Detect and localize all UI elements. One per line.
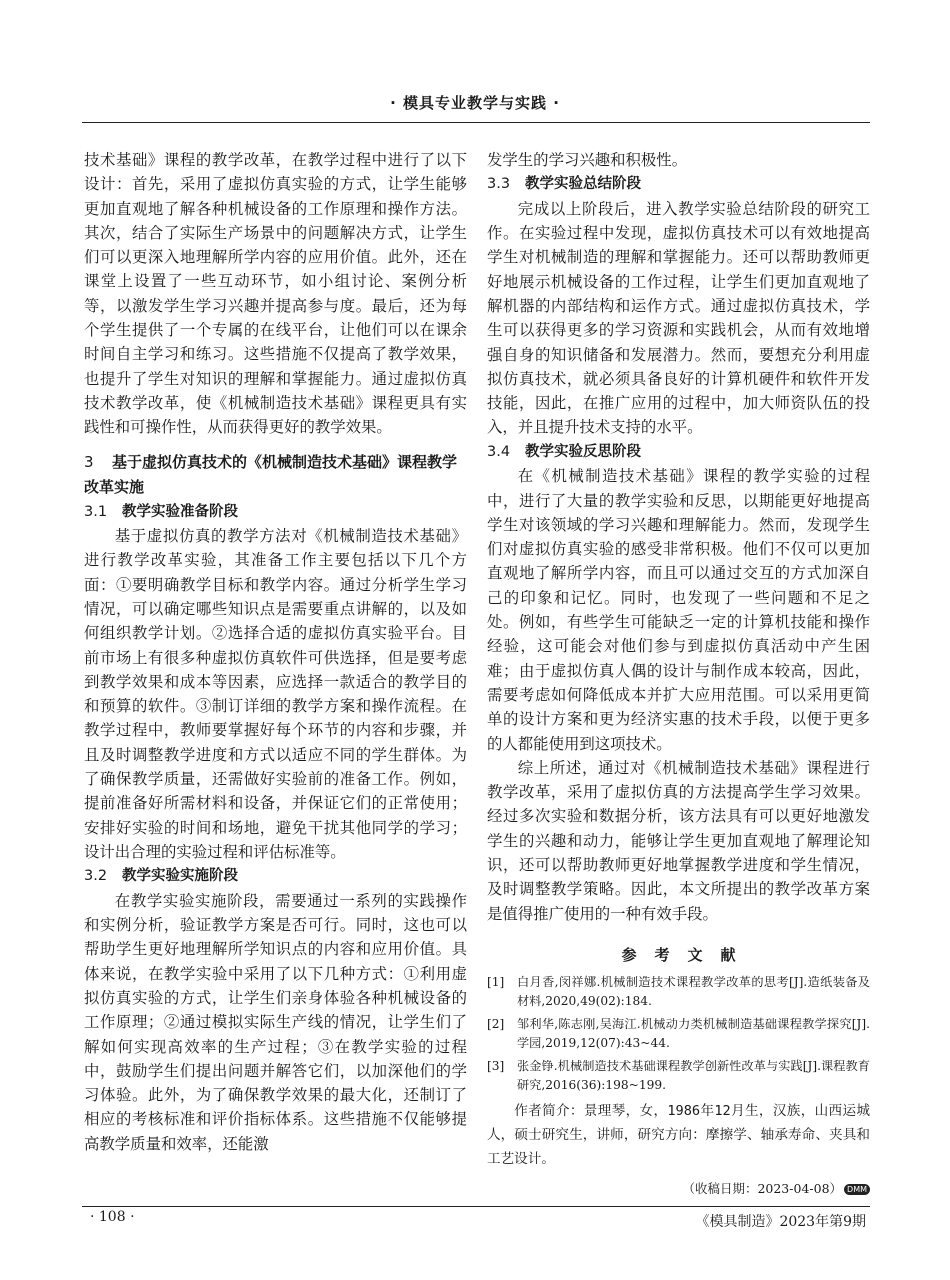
reference-text: 白月香,闵祥娜.机械制造技术课程教学改革的思考[J].造纸装备及材料,2020,49(02):184. (517, 974, 870, 1009)
references-title: 参考文献 (621, 945, 754, 964)
page-number: · 108 · (90, 1209, 135, 1225)
section-3-3-paragraph: 完成以上阶段后，进入教学实验总结阶段的研究工作。在实验过程中发现，虚拟仿真技术可以有效地提高学生对机械制造的理解和掌握能力。还可以帮助教师更好地展示机械设备的工作过程，让学生们更加直观地了解机器的内部结构和运作方式。通过虚拟仿真技术，学生可以获得更多的学习资源和实践机会，从而有效地增强自身的知识储备和发展潜力。然而，要想充分利用虚拟仿真技术，就必须具备良好的计算机硬件和软件开发技能，因此，在推广应用的过程中，加大师资队伍的投入，并且提升技术支持的水平。 (487, 199, 870, 437)
received-date-text: （收稿日期：2023-04-08） (682, 1180, 843, 1196)
section-3-1-title: 教学实验准备阶段 (122, 503, 238, 520)
left-column (84, 148, 467, 1156)
section-3-heading (84, 450, 467, 500)
reference-item (487, 1015, 870, 1054)
header-rule (82, 122, 870, 123)
conclusion-paragraph: 综上所述，通过对《机械制造技术基础》课程进行教学改革，采用了虚拟仿真的方法提高学生学习效果。经过多次实验和数据分析，该方法具有可以更好地激发学生的兴趣和动力，能够让学生更加直观地了解理论知识，还可以帮助教师更好地掌握教学进度和学生情况，及时调整教学策略。因此，本文所提出的教学改革方案是值得推广使用的一种有效手段。 (487, 758, 870, 923)
intro-paragraph: 技术基础》课程的教学改革，在教学过程中进行了以下设计：首先，采用了虚拟仿真实验的方式，让学生能够更加直观地了解各种机械设备的工作原理和操作方法。其次，结合了实际生产场景中的问题解决方式，让学生们可以更深入地理解所学内容的应用价值。此外，还在课堂上设置了一些互动环节，如小组讨论、案例分析等，以激发学生学习兴趣并提高参与度。最后，还为每个学生提供了一个专属的在线平台，让他们可以在课余时间自主学习和练习。这些措施不仅提高了教学效果，也提升了学生对知识的理解和掌握能力。通过虚拟仿真技术教学改革，使《机械制造技术基础》课程更具有实践性和可操作性，从而获得更好的教学效果。 (84, 151, 467, 437)
reference-text: 邹利华,陈志刚,吴海江.机械动力类机械制造基础课程教学探究[J].学园,2019,12(07):43~44. (517, 1016, 870, 1051)
section-3-2-number: 3.2 (84, 868, 108, 885)
section-3-4-number: 3.4 (487, 443, 511, 460)
section-3-4-paragraph: 在《机械制造技术基础》课程的教学实验的过程中，进行了大量的教学实验和反思，以期能更好地提高学生对该领域的学习兴趣和理解能力。然而，发现学生们对虚拟仿真实验的感受非常积极。他们不仅可以更加直观地了解所学内容，而且可以通过交互的方式加深自己的印象和记忆。同时，也发现了一些问题和不足之处。例如，有些学生可能缺乏一定的计算机技能和操作经验，这可能会对他们参与到虚拟仿真活动中产生困难；由于虚拟仿真人偶的设计与制作成本较高，因此，需要考虑如何降低成本并扩大应用范围。可以采用更简单的设计方案和更为经济实惠的技术手段，以便于更多的人都能使用到这项技术。 (487, 467, 870, 753)
right-column (487, 148, 870, 1197)
section-3-3-title: 教学实验总结阶段 (525, 176, 641, 193)
section-3-1-heading (84, 500, 467, 525)
dmm-logo: DMM (844, 1184, 870, 1195)
section-3-3-heading (487, 172, 870, 197)
reference-item (487, 1057, 870, 1096)
reference-text: 张金铮.机械制造技术基础课程教学创新性改革与实践[J].课程教育研究,2016(36):198~199. (517, 1058, 870, 1093)
reference-number: [1] (487, 974, 505, 989)
section-3-2-paragraph: 在教学实验实施阶段，需要通过一系列的实践操作和实例分析，验证教学方案是否可行。同时，这也可以帮助学生更好地理解所学知识点的内容和应用价值。具体来说，在教学实验中采用了以下几种方式：①利用虚拟仿真实验的方式，让学生们亲身体验各种机械设备的工作原理；②通过模拟实际生产线的情况，让学生们了解如何实现高效率的生产过程；③在教学实验的过程中，鼓励学生们提出问题并解答它们，以加深他们的学习体验。此外，为了确保教学效果的最大化，还制订了相应的考核标准和评价指标体系。这些措施不仅能够提高教学质量和效率，还能激 (84, 891, 467, 1153)
section-3-1-paragraph: 基于虚拟仿真的教学方法对《机械制造技术基础》进行教学改革实验，其准备工作主要包括以下几个方面：①要明确教学目标和教学内容。通过分析学生学习情况，可以确定哪些知识点是需要重点讲解的，以及如何组织教学计划。②选择合适的虚拟仿真实验平台。目前市场上有很多种虚拟仿真软件可供选择，但是要考虑到教学效果和成本等因素，应选择一款适合的教学目的和预算的软件。③制订详细的教学方案和操作流程。在教学过程中，教师要掌握好每个环节的内容和步骤，并且及时调整教学进度和方式以适应不同的学生群体。为了确保教学质量，还需做好实验前的准备工作。例如，提前准备好所需材料和设备，并保证它们的正常使用；安排好实验的时间和场地，避免干扰其他同学的学习；设计出合理的实验过程和评估标准等。 (84, 527, 467, 861)
journal-issue: 《模具制造》2023年第9期 (695, 1214, 866, 1230)
continuation-paragraph: 发学生的学习兴趣和积极性。 (487, 151, 688, 169)
reference-item (487, 973, 870, 1012)
received-date (487, 1179, 870, 1197)
section-3-4-heading (487, 440, 870, 465)
section-3-2-heading (84, 864, 467, 889)
running-header: · 模具专业教学与实践 · (390, 94, 560, 112)
section-3-4-title: 教学实验反思阶段 (525, 443, 641, 460)
author-bio: 作者简介：景理琴，女，1986年12月生，汉族，山西运城人，硕士研究生，讲师，研究方向：摩擦学、轴承寿命、夹具和工艺设计。 (487, 1102, 870, 1167)
section-3-1-number: 3.1 (84, 503, 108, 520)
footer-rule (82, 1206, 870, 1207)
reference-number: [3] (487, 1058, 505, 1073)
section-3-2-title: 教学实验实施阶段 (122, 868, 238, 885)
section-3-title: 基于虚拟仿真技术的《机械制造技术基础》课程教学改革实施 (84, 452, 458, 496)
section-3-number: 3 (84, 452, 94, 471)
section-3-3-number: 3.3 (487, 176, 511, 193)
reference-number: [2] (487, 1016, 505, 1031)
